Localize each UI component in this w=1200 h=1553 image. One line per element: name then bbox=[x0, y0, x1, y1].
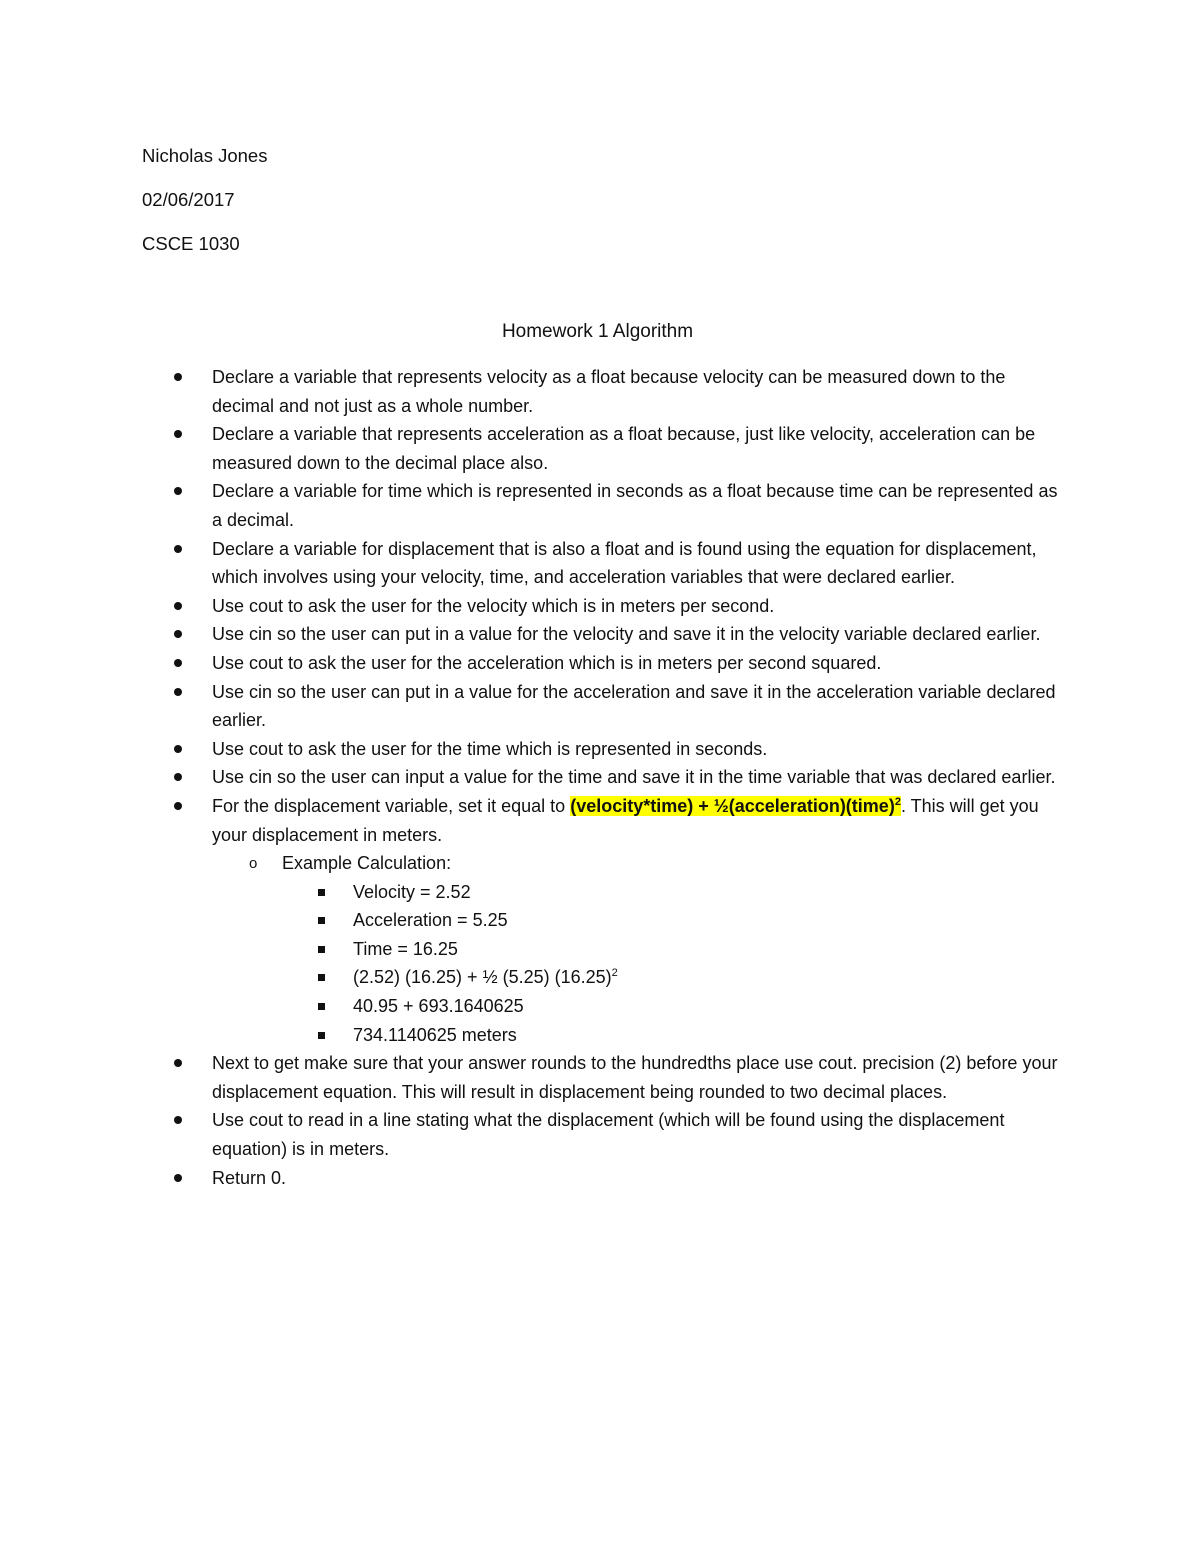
course-code: CSCE 1030 bbox=[142, 233, 240, 254]
formula-exponent: 2 bbox=[894, 795, 901, 808]
step-text: Declare a variable for displacement that is also a float and is found using the equation for displacement, which involves using your velocity, time, and acceleration variables that were declared earlier. bbox=[212, 538, 1037, 588]
bullet-icon bbox=[174, 545, 182, 553]
document-title: Homework 1 Algorithm bbox=[501, 321, 694, 342]
step-text: Next to get make sure that your answer rounds to the hundredths place use cout. precision (2) before your displacement equation. This will result in displacement being rounded to two decimal places. bbox=[212, 1053, 1058, 1102]
list-item bbox=[142, 678, 1062, 735]
list-item bbox=[282, 992, 1062, 1021]
bullet-icon bbox=[174, 659, 182, 667]
step-text: Use cout to read in a line stating what the displacement (which will be found using the displacement equation) is in meters. bbox=[212, 1110, 1005, 1160]
list-item bbox=[142, 620, 1062, 649]
step-text: Declare a variable that represents acceleration as a float because, just like velocity, acceleration can be measured down to the decimal place also. bbox=[212, 424, 1036, 473]
list-item bbox=[282, 1021, 1062, 1050]
bullet-icon bbox=[174, 745, 182, 753]
bullet-icon bbox=[174, 802, 182, 810]
bullet-icon bbox=[174, 602, 182, 610]
square-bullet-icon bbox=[318, 946, 325, 953]
calc-line: Acceleration = 5.25 bbox=[353, 910, 508, 931]
step-text: Use cin so the user can input a value for the time and save it in the time variable that was declared earlier. bbox=[212, 767, 1056, 788]
list-item bbox=[142, 792, 1062, 1049]
list-item bbox=[142, 1164, 1062, 1193]
step-text: Use cout to ask the user for the time which is represented in seconds. bbox=[212, 738, 768, 759]
list-item bbox=[142, 420, 1062, 477]
step-text: Use cin so the user can put in a value for the acceleration and save it in the acceleration variable declared earlier. bbox=[212, 681, 1056, 731]
calc-line: Velocity = 2.52 bbox=[353, 881, 471, 902]
formula-step-after: . This will get you your displacement in meters. bbox=[212, 795, 1039, 845]
list-item bbox=[142, 1106, 1062, 1163]
highlighted-formula bbox=[570, 796, 901, 816]
calc-line: Time = 16.25 bbox=[353, 938, 458, 959]
bullet-icon bbox=[174, 1116, 182, 1124]
list-item bbox=[282, 963, 1062, 992]
square-bullet-icon bbox=[318, 889, 325, 896]
algorithm-steps-list bbox=[142, 363, 1062, 1192]
list-item bbox=[142, 763, 1062, 792]
square-bullet-icon bbox=[318, 1003, 325, 1010]
list-item bbox=[142, 363, 1062, 420]
step-text: Declare a variable that represents velocity as a float because velocity can be measured down to the decimal and not just as a whole number. bbox=[212, 367, 1006, 416]
bullet-icon bbox=[174, 430, 182, 438]
document-date: 02/06/2017 bbox=[142, 189, 235, 210]
circle-bullet-icon: o bbox=[249, 855, 258, 873]
calc-line: 734.1140625 meters bbox=[353, 1024, 517, 1045]
step-text: Return 0. bbox=[212, 1167, 287, 1188]
example-calculation-list bbox=[282, 878, 1062, 1050]
author-name: Nicholas Jones bbox=[142, 145, 268, 166]
formula-text: (velocity*time) + ½(acceleration)(time) bbox=[570, 795, 895, 816]
list-item bbox=[142, 649, 1062, 678]
bullet-icon bbox=[174, 630, 182, 638]
list-item bbox=[142, 735, 1062, 764]
list-item bbox=[142, 592, 1062, 621]
step-text: Use cin so the user can put in a value for the velocity and save it in the velocity variable declared earlier. bbox=[212, 624, 1041, 645]
square-bullet-icon bbox=[318, 974, 325, 981]
square-bullet-icon bbox=[318, 917, 325, 924]
step-text: Use cout to ask the user for the acceleration which is in meters per second squared. bbox=[212, 652, 882, 673]
list-item bbox=[142, 1049, 1062, 1106]
list-item bbox=[282, 906, 1062, 935]
bullet-icon bbox=[174, 773, 182, 781]
list-item bbox=[282, 878, 1062, 907]
bullet-icon bbox=[174, 487, 182, 495]
formula-step-before: For the displacement variable, set it equal to bbox=[212, 795, 571, 816]
list-item bbox=[282, 935, 1062, 964]
bullet-icon bbox=[174, 1174, 182, 1182]
square-bullet-icon bbox=[318, 1032, 325, 1039]
step-text: Declare a variable for time which is represented in seconds as a float because time can be represented as a decimal. bbox=[212, 481, 1058, 530]
bullet-icon bbox=[174, 1059, 182, 1067]
step-text: Use cout to ask the user for the velocity which is in meters per second. bbox=[212, 595, 775, 616]
list-item bbox=[142, 477, 1062, 534]
example-sublist bbox=[212, 849, 1062, 1049]
bullet-icon bbox=[174, 373, 182, 381]
calc-expression: (2.52) (16.25) + ½ (5.25) (16.25) bbox=[353, 967, 612, 988]
calc-line: 40.95 + 693.1640625 bbox=[353, 996, 524, 1017]
list-item bbox=[142, 535, 1062, 592]
bullet-icon bbox=[174, 688, 182, 696]
calc-exponent: 2 bbox=[611, 967, 618, 980]
list-item bbox=[212, 849, 1062, 1049]
example-label: Example Calculation: bbox=[282, 853, 452, 874]
